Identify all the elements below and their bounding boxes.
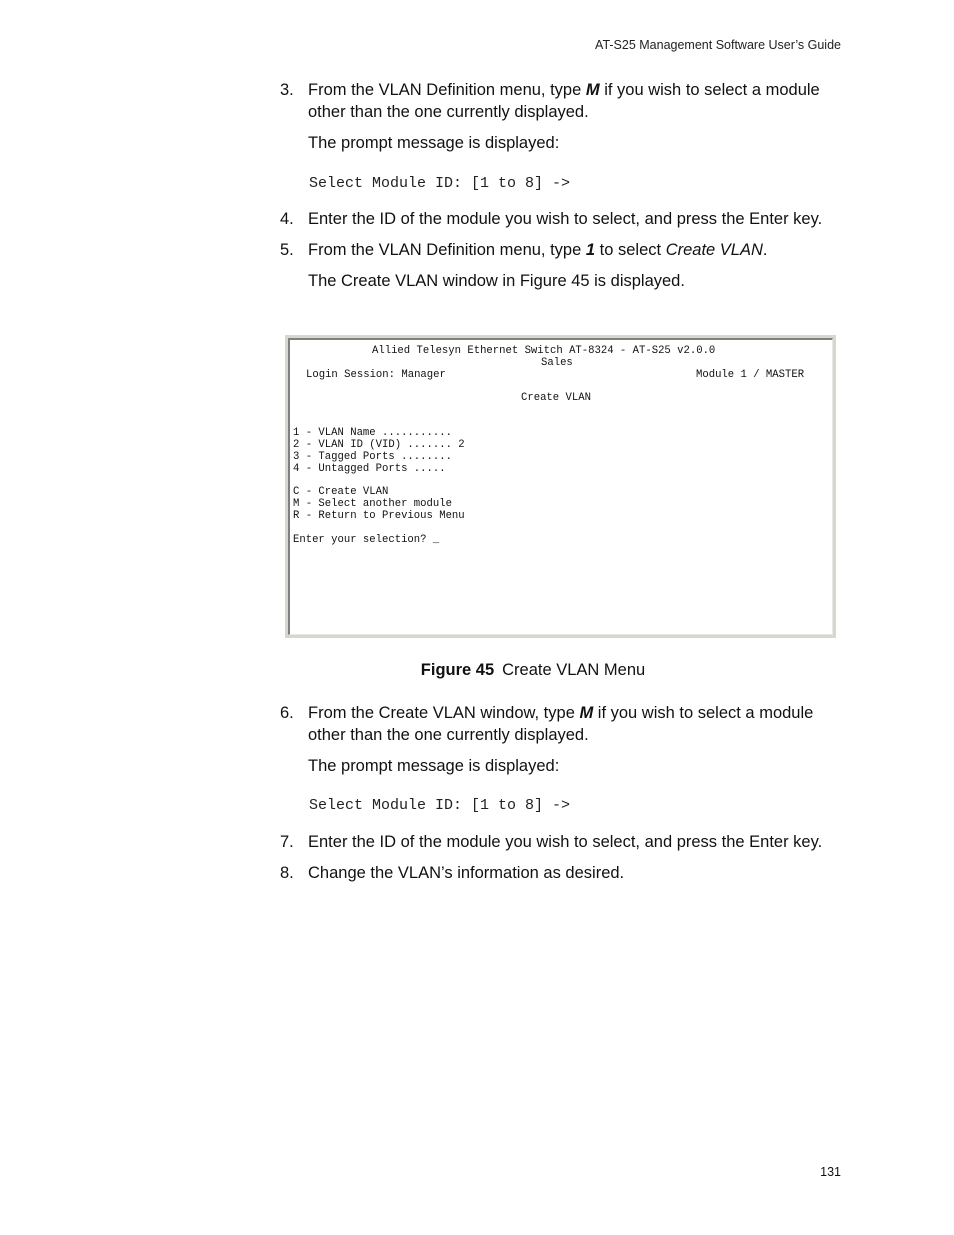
step-text: Enter the ID of the module you wish to select, and press the Enter key. <box>308 210 823 228</box>
step-6 <box>280 702 845 746</box>
figure-caption <box>0 661 954 680</box>
create-vlan-window-text: The Create VLAN window in Figure 45 is displayed. <box>308 272 685 290</box>
terminal-window <box>288 338 833 635</box>
key-m: M <box>579 704 594 722</box>
terminal-login-session: Login Session: Manager <box>306 369 446 381</box>
running-header: AT-S25 Management Software User’s Guide <box>595 38 841 52</box>
step-5 <box>280 239 845 261</box>
step-text: From the Create VLAN window, type M if you wish to select a module other than the one currently displayed. <box>308 704 814 744</box>
terminal-screen-title: Create VLAN <box>521 392 591 404</box>
select-module-code: Select Module ID: [1 to 8] -> <box>309 175 571 192</box>
menu-item-create-vlan: C - Create VLAN <box>293 486 389 498</box>
step-text: Change the VLAN’s information as desired. <box>308 864 625 882</box>
step-7 <box>280 831 845 853</box>
step-4 <box>280 208 845 230</box>
prompt-message-text: The prompt message is displayed: <box>308 134 560 152</box>
step-number: 5. <box>280 241 294 259</box>
step-number: 7. <box>280 833 294 851</box>
prompt-message-text: The prompt message is displayed: <box>308 757 560 775</box>
terminal-module: Module 1 / MASTER <box>696 369 805 381</box>
key-m: M <box>585 81 600 99</box>
figure-title: Create VLAN Menu <box>502 661 646 679</box>
menu-item-vlan-id: 2 - VLAN ID (VID) ....... 2 <box>293 439 465 451</box>
step-number: 6. <box>280 704 294 722</box>
create-vlan-term: Create VLAN <box>665 241 763 259</box>
terminal-title: Allied Telesyn Ethernet Switch AT-8324 - AT-S25 v2.0.0 <box>372 345 716 357</box>
select-module-code: Select Module ID: [1 to 8] -> <box>309 797 571 814</box>
figure-label: Figure 45 <box>420 661 495 679</box>
menu-item-select-module: M - Select another module <box>293 498 452 510</box>
step-8 <box>280 862 845 884</box>
step-number: 8. <box>280 864 294 882</box>
terminal-system-name: Sales <box>541 357 573 369</box>
menu-item-tagged-ports: 3 - Tagged Ports ........ <box>293 451 452 463</box>
terminal-prompt: Enter your selection? _ <box>293 534 440 546</box>
step-text: Enter the ID of the module you wish to select, and press the Enter key. <box>308 833 823 851</box>
menu-item-untagged-ports: 4 - Untagged Ports ..... <box>293 463 446 475</box>
step-text: From the VLAN Definition menu, type M if you wish to select a module other than the one currently displayed. <box>308 81 820 121</box>
step-3 <box>280 79 845 123</box>
key-1: 1 <box>585 241 596 259</box>
step-text: From the VLAN Definition menu, type 1 to select Create VLAN. <box>308 241 768 259</box>
menu-item-return: R - Return to Previous Menu <box>293 510 465 522</box>
menu-item-vlan-name: 1 - VLAN Name ........... <box>293 427 452 439</box>
page-number: 131 <box>820 1165 841 1179</box>
figure-screenshot <box>285 335 836 638</box>
step-number: 3. <box>280 81 294 99</box>
step-number: 4. <box>280 210 294 228</box>
